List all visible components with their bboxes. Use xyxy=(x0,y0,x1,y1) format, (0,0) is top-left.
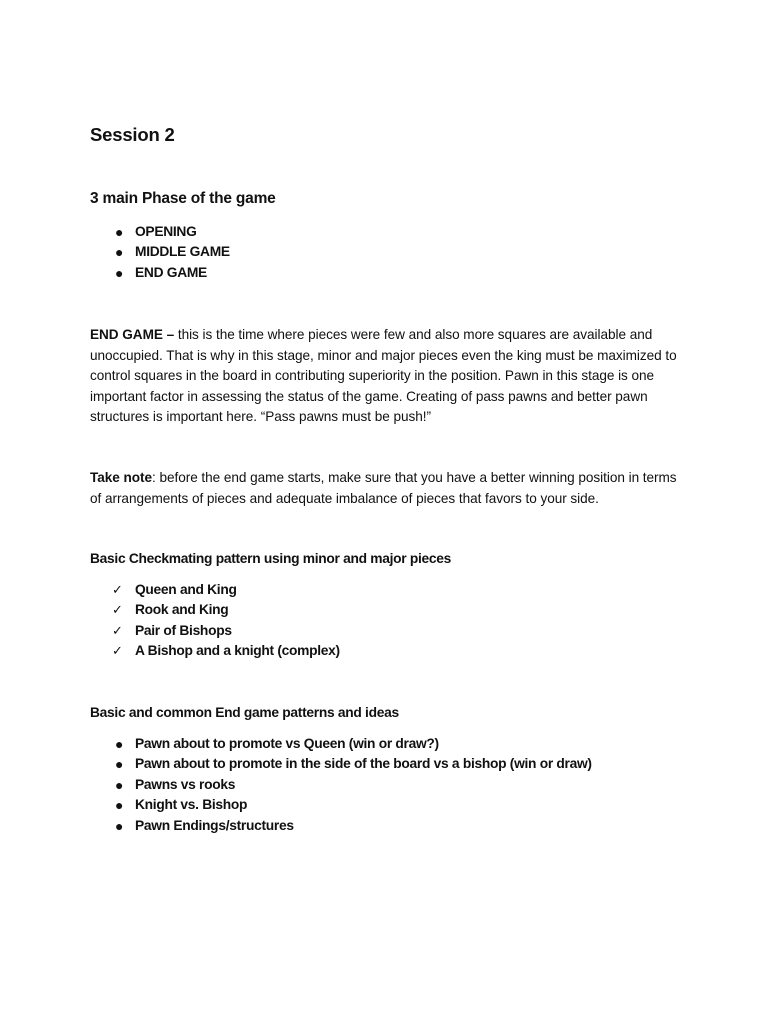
list-item xyxy=(90,263,230,283)
list-item xyxy=(90,734,592,754)
list-item xyxy=(90,775,592,795)
list-item xyxy=(90,600,340,620)
end-game-lead: END GAME – xyxy=(90,327,175,342)
take-note-lead: Take note xyxy=(90,470,152,485)
bullet-icon: ● xyxy=(115,756,124,773)
bullet-icon: ● xyxy=(115,797,124,814)
list-item xyxy=(90,641,340,661)
end-game-text: this is the time where pieces were few and also more squares are available and unoccupied. That is why in this stage, minor and major pieces even the king must be maximized to control squares in the board in contributing superiority in the position. Pawn in this stage is one important factor in assessing the status of the game. Creating of pass pawns and better pawn structures is important here. “Pass pawns must be push!” xyxy=(90,327,677,424)
list-item-label: Pawn Endings/structures xyxy=(135,817,294,833)
checkmark-icon: ✓ xyxy=(112,582,123,597)
checkmating-list xyxy=(90,580,340,662)
phases-list xyxy=(90,222,230,283)
list-item-label: Pawns vs rooks xyxy=(135,776,236,792)
bullet-icon: ● xyxy=(115,224,124,240)
checkmark-icon: ✓ xyxy=(112,643,123,659)
list-item-label: A Bishop and a knight (complex) xyxy=(135,643,340,659)
bullet-icon: ● xyxy=(115,776,124,793)
checkmark-icon: ✓ xyxy=(112,602,123,618)
endgame-patterns-heading: Basic and common End game patterns and ideas xyxy=(90,705,399,720)
end-game-paragraph xyxy=(90,325,690,428)
bullet-icon: ● xyxy=(115,736,124,752)
list-item xyxy=(90,580,340,600)
bullet-icon: ● xyxy=(115,244,124,261)
list-item xyxy=(90,621,340,641)
list-item xyxy=(90,754,592,774)
checkmark-icon: ✓ xyxy=(112,622,123,638)
list-item-label: OPENING xyxy=(135,224,197,239)
list-item-label: Pawn about to promote vs Queen (win or draw?) xyxy=(135,736,439,751)
list-item xyxy=(90,242,230,262)
session-title: Session 2 xyxy=(90,124,175,145)
endgame-patterns-list xyxy=(90,734,592,836)
list-item-label: Pawn about to promote in the side of the board vs a bishop (win or draw) xyxy=(135,756,592,772)
list-item-label: END GAME xyxy=(135,264,207,280)
list-item-label: MIDDLE GAME xyxy=(135,244,230,260)
list-item-label: Queen and King xyxy=(135,582,237,597)
list-item-label: Knight vs. Bishop xyxy=(135,797,248,813)
list-item xyxy=(90,816,592,836)
list-item-label: Pair of Bishops xyxy=(135,622,232,638)
bullet-icon: ● xyxy=(115,817,124,834)
checkmating-heading: Basic Checkmating pattern using minor and major pieces xyxy=(90,551,452,566)
take-note-text: : before the end game starts, make sure that you have a better winning position in terms of arrangements of pieces and adequate imbalance of pieces that favors to your side. xyxy=(90,470,677,506)
list-item xyxy=(90,795,592,815)
bullet-icon: ● xyxy=(115,264,124,281)
take-note-paragraph xyxy=(90,468,690,509)
list-item-label: Rook and King xyxy=(135,602,229,618)
phases-heading: 3 main Phase of the game xyxy=(90,190,276,207)
list-item xyxy=(90,222,230,242)
